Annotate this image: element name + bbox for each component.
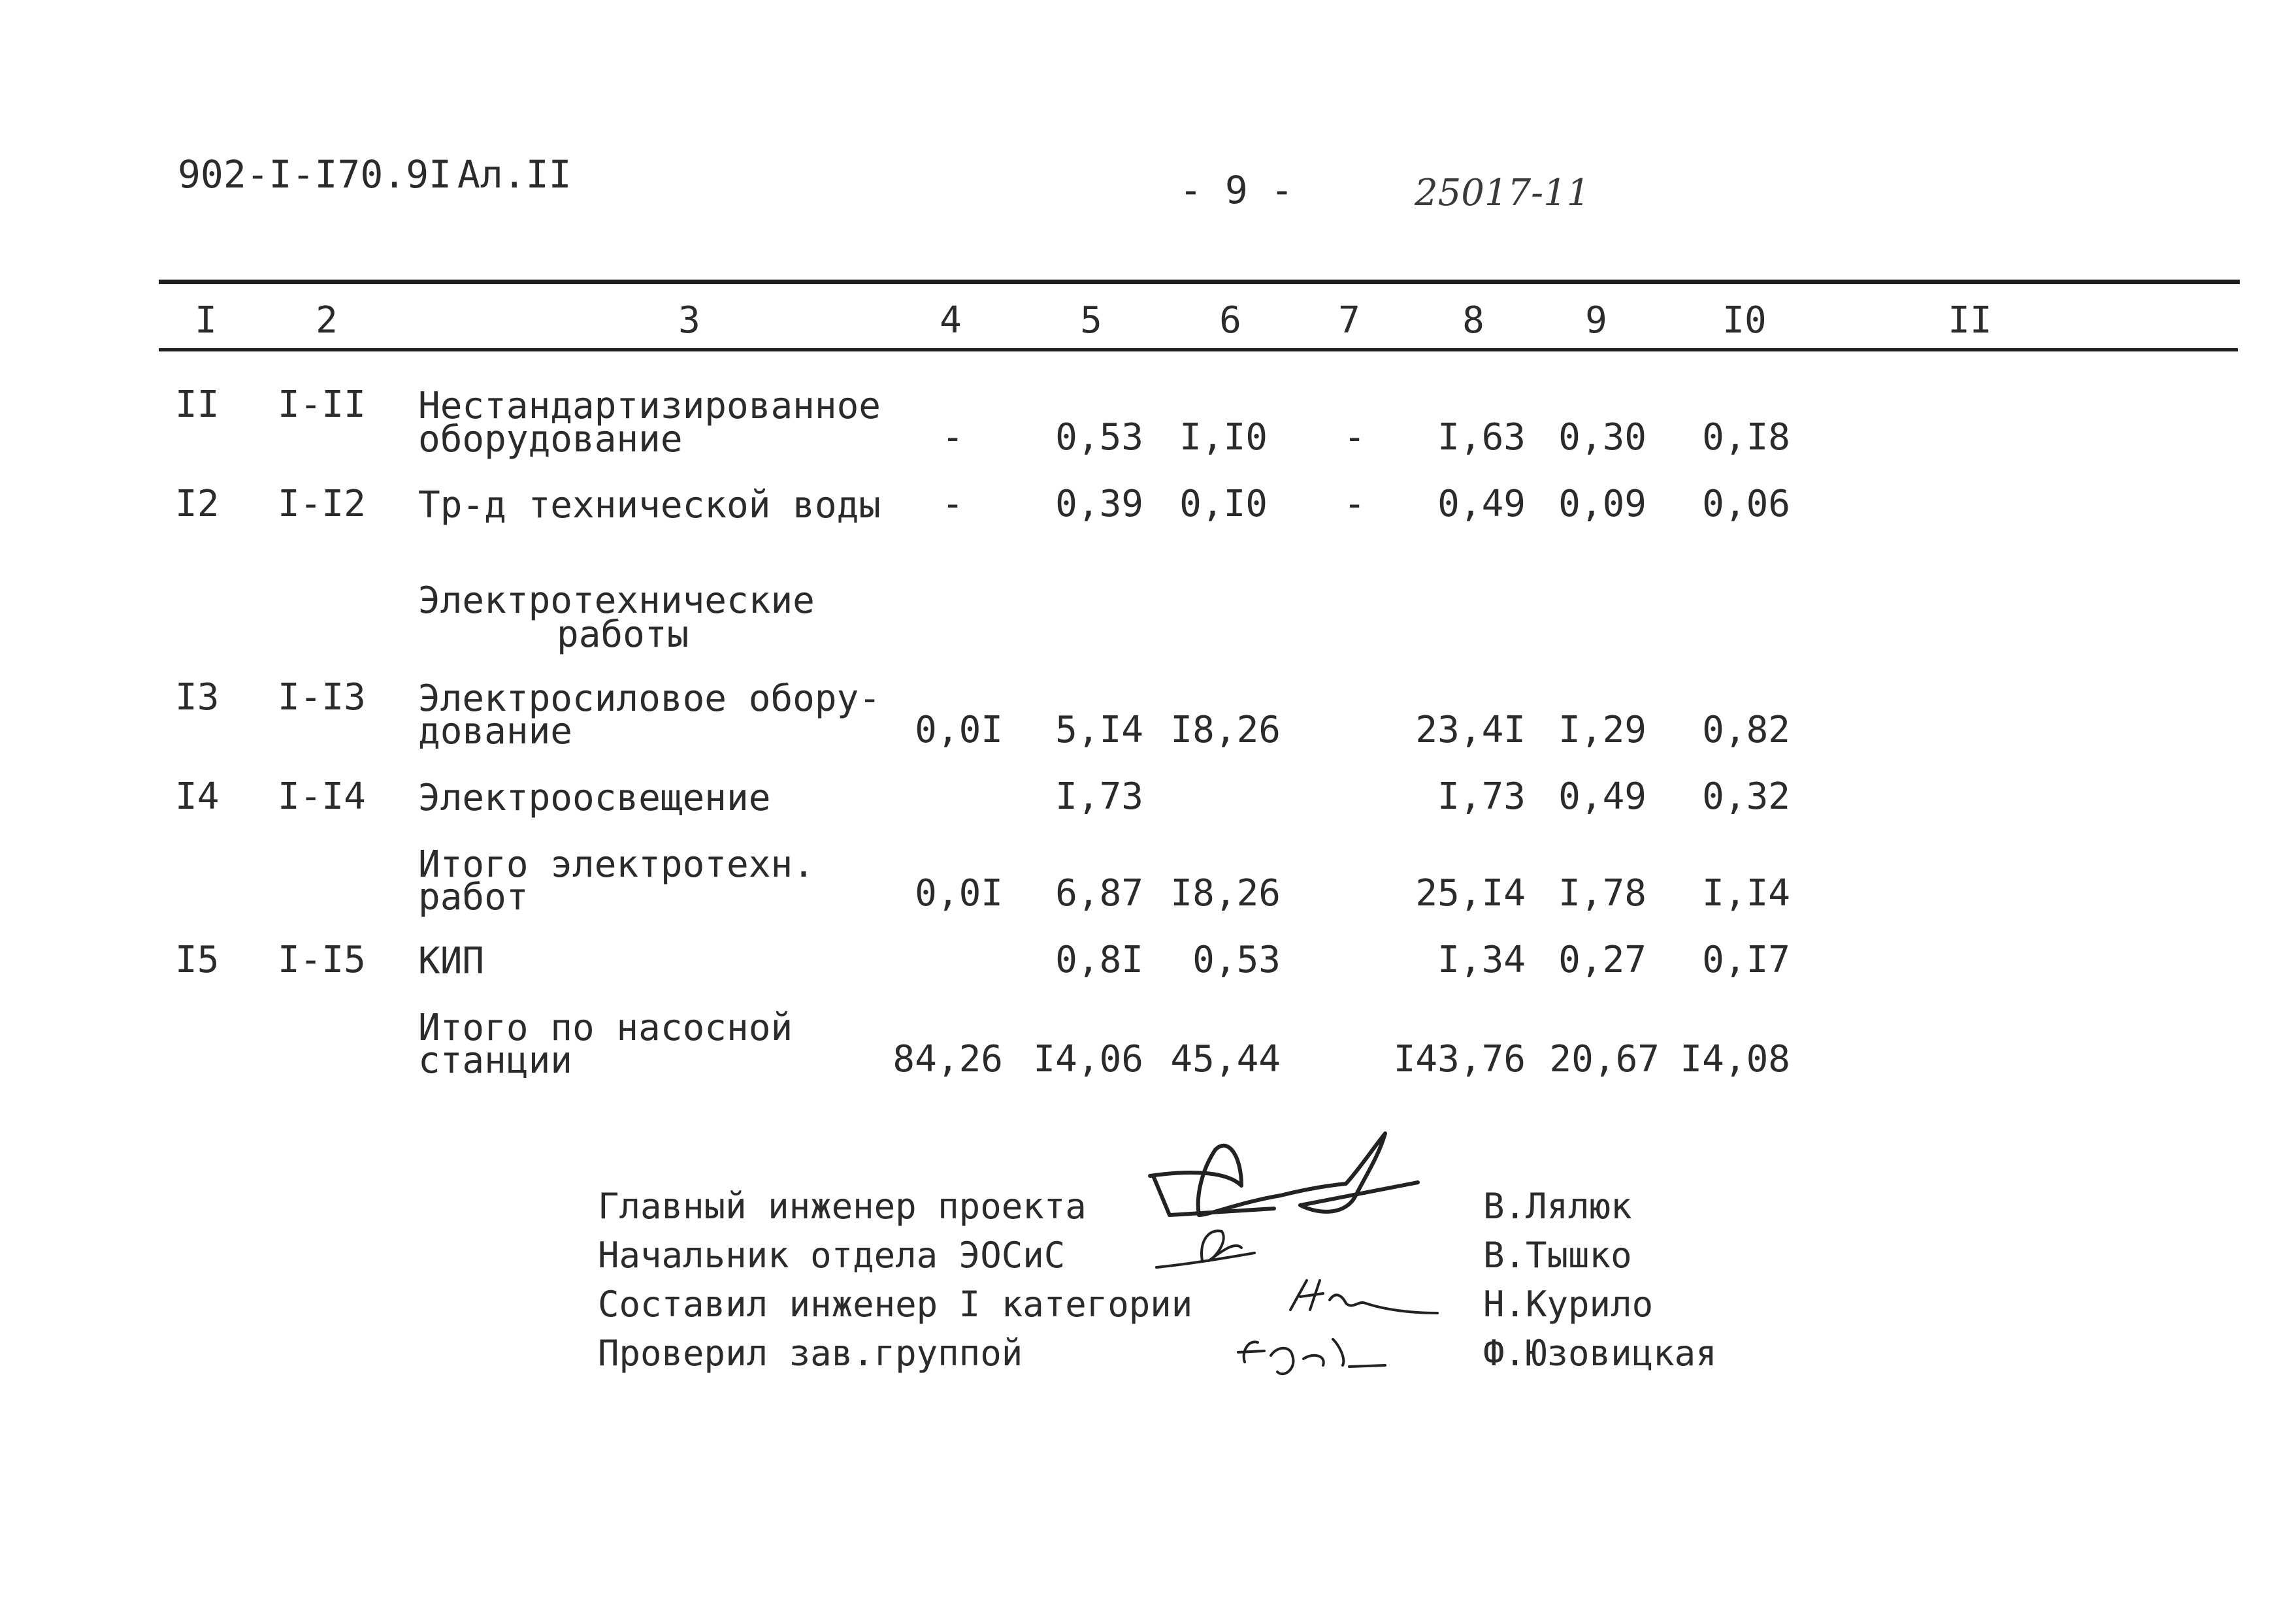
col-header-2: 2 bbox=[316, 299, 338, 342]
cell-col10: 0,82 bbox=[1702, 709, 1790, 751]
row-name-line2: дование bbox=[418, 710, 573, 753]
table-header-rule bbox=[159, 348, 2238, 351]
col-header-9: 9 bbox=[1585, 299, 1607, 342]
cell-col9: 20,67 bbox=[1549, 1038, 1660, 1080]
cell-col5: 6,87 bbox=[1055, 872, 1143, 915]
col-header-10: I0 bbox=[1722, 299, 1767, 342]
row-name-line1: Итого по насосной bbox=[418, 1007, 793, 1049]
col-header-4: 4 bbox=[940, 299, 962, 342]
doc-code: 902-I-I70.9I bbox=[178, 152, 452, 197]
signer-role: Начальник отдела ЭОСиС bbox=[598, 1235, 1066, 1276]
row-name-line1: КИП bbox=[418, 940, 485, 983]
cell-col8: I43,76 bbox=[1393, 1038, 1526, 1080]
cell-col10: 0,I8 bbox=[1702, 416, 1790, 459]
row-code: I-I3 bbox=[278, 676, 366, 719]
cell-col9: 0,27 bbox=[1558, 939, 1647, 981]
col-header-7: 7 bbox=[1338, 299, 1360, 342]
cell-col10: 0,32 bbox=[1702, 775, 1790, 818]
cell-col5: I4,06 bbox=[1033, 1038, 1143, 1080]
cell-col8: I,73 bbox=[1437, 775, 1526, 818]
col-header-5: 5 bbox=[1080, 299, 1102, 342]
cell-col4: - bbox=[942, 483, 964, 525]
row-code: I-I5 bbox=[278, 939, 366, 981]
cell-col5: 5,I4 bbox=[1055, 709, 1143, 751]
row-name-line1: Электросиловое обору- bbox=[418, 677, 881, 720]
col-header-1: I bbox=[195, 299, 217, 342]
cell-col10: 0,06 bbox=[1702, 483, 1790, 525]
cell-col6: I,I0 bbox=[1179, 416, 1268, 459]
section-title-line2: работы bbox=[557, 613, 689, 656]
signer-name: Н.Курило bbox=[1483, 1284, 1654, 1325]
cell-col4: 0,0I bbox=[915, 872, 1003, 915]
row-name-line1: Итого электротехн. bbox=[418, 843, 815, 886]
signer-name: В.Тышко bbox=[1483, 1235, 1632, 1276]
cell-col6: I8,26 bbox=[1170, 709, 1281, 751]
row-number: I5 bbox=[175, 939, 220, 981]
cell-col10: I4,08 bbox=[1680, 1038, 1790, 1080]
row-number: I4 bbox=[175, 775, 220, 818]
row-name-line1: Тр-д технической воды bbox=[418, 484, 881, 527]
cell-col8: 0,49 bbox=[1437, 483, 1526, 525]
section-title-line1: Электротехнические bbox=[418, 579, 815, 622]
cell-col7: - bbox=[1343, 483, 1366, 525]
cell-col5: 0,39 bbox=[1055, 483, 1143, 525]
col-header-6: 6 bbox=[1219, 299, 1241, 342]
row-name-line1: Электроосвещение bbox=[418, 777, 771, 819]
signer-role: Составил инженер I категории bbox=[598, 1284, 1193, 1325]
cell-col9: 0,09 bbox=[1558, 483, 1647, 525]
row-number: I2 bbox=[175, 483, 220, 525]
table-top-rule bbox=[159, 280, 2240, 284]
cell-col8: I,34 bbox=[1437, 939, 1526, 981]
cell-col8: 25,I4 bbox=[1415, 872, 1526, 915]
cell-col4: 0,0I bbox=[915, 709, 1003, 751]
signer-role: Проверил зав.группой bbox=[598, 1333, 1023, 1374]
cell-col5: 0,8I bbox=[1055, 939, 1143, 981]
row-number: I3 bbox=[175, 676, 220, 719]
cell-col10: 0,I7 bbox=[1702, 939, 1790, 981]
row-code: I-I4 bbox=[278, 775, 366, 818]
cell-col7: - bbox=[1343, 416, 1366, 459]
cell-col4: - bbox=[942, 416, 964, 459]
cell-col9: I,78 bbox=[1558, 872, 1647, 915]
cell-col9: 0,49 bbox=[1558, 775, 1647, 818]
cell-col8: I,63 bbox=[1437, 416, 1526, 459]
signer-name: Ф.Юзовицкая bbox=[1483, 1333, 1717, 1374]
col-header-11: II bbox=[1948, 299, 1992, 342]
cell-col6: I8,26 bbox=[1170, 872, 1281, 915]
row-code: I-II bbox=[278, 383, 366, 426]
cell-col5: I,73 bbox=[1055, 775, 1143, 818]
col-header-8: 8 bbox=[1462, 299, 1484, 342]
cell-col9: I,29 bbox=[1558, 709, 1647, 751]
cell-col10: I,I4 bbox=[1702, 872, 1790, 915]
cell-col9: 0,30 bbox=[1558, 416, 1647, 459]
row-name-line2: оборудование bbox=[418, 418, 683, 461]
cell-col6: 0,I0 bbox=[1179, 483, 1268, 525]
row-number: II bbox=[175, 383, 220, 426]
cell-col6: 0,53 bbox=[1192, 939, 1281, 981]
signer-role: Главный инженер проекта bbox=[598, 1186, 1087, 1227]
cell-col4: 84,26 bbox=[893, 1038, 1003, 1080]
page-number: - 9 - bbox=[1179, 168, 1294, 212]
handwritten-number: 25017-11 bbox=[1415, 172, 1590, 214]
album-label: Ал.II bbox=[457, 152, 572, 197]
cell-col6: 45,44 bbox=[1170, 1038, 1281, 1080]
col-header-3: 3 bbox=[678, 299, 700, 342]
row-name-line1: Нестандартизированное bbox=[418, 385, 881, 427]
row-name-line2: работ bbox=[418, 876, 529, 918]
cell-col5: 0,53 bbox=[1055, 416, 1143, 459]
row-name-line2: станции bbox=[418, 1039, 573, 1082]
cell-col8: 23,4I bbox=[1415, 709, 1526, 751]
row-code: I-I2 bbox=[278, 483, 366, 525]
signer-name: В.Лялюк bbox=[1483, 1186, 1632, 1227]
